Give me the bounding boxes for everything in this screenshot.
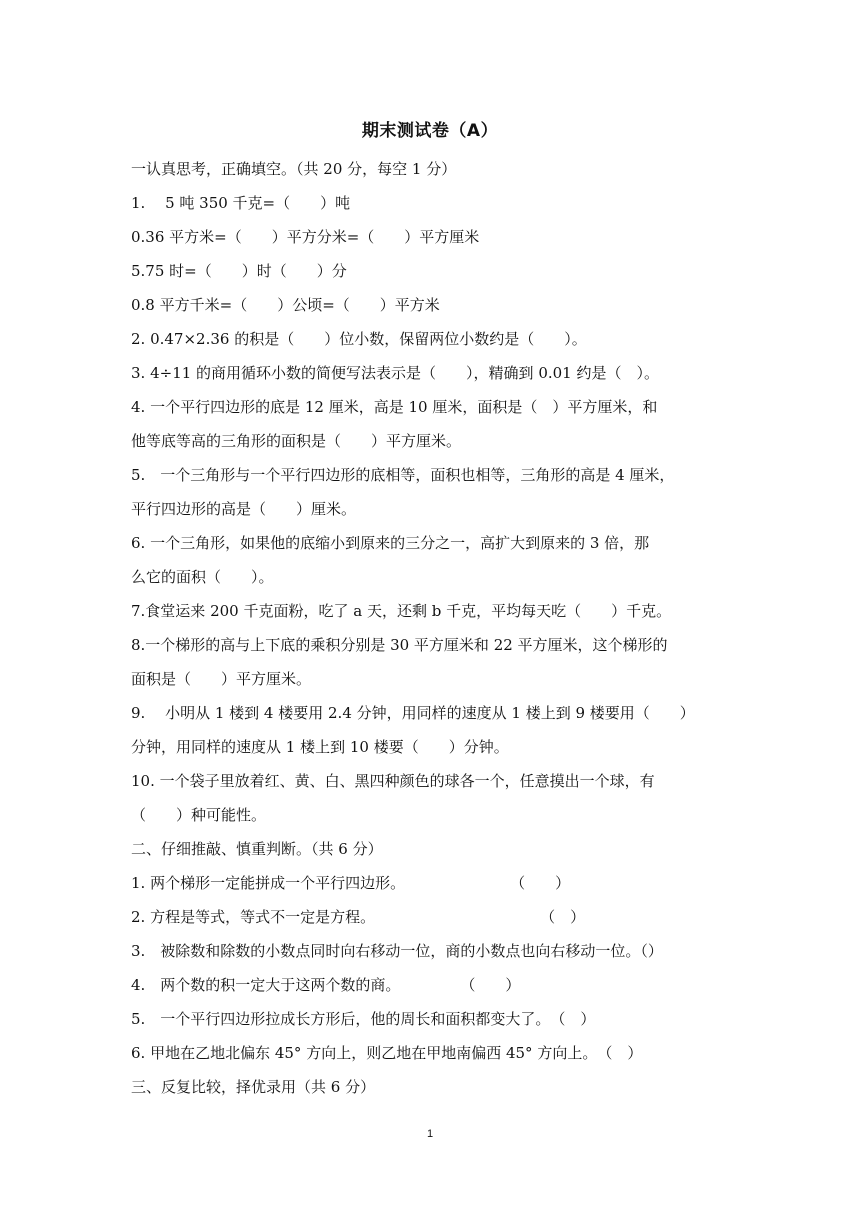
text-line: 1. 两个梯形一定能拼成一个平行四边形。 （ ）	[131, 874, 571, 892]
text-line: 6. 甲地在乙地北偏东 45° 方向上，则乙地在甲地南偏西 45° 方向上。 （ ）	[131, 1044, 643, 1062]
text-line: 5. 一个平行四边形拉成长方形后，他的周长和面积都变大了。 （ ）	[131, 1010, 596, 1028]
text-line: 平行四边形的高是（ ）厘米。	[131, 500, 357, 518]
text-line: 9. 小明从 1 楼到 4 楼要用 2.4 分钟，用同样的速度从 1 楼上到 9 楼要用（ ）	[131, 704, 695, 722]
text-line: 5. 一个三角形与一个平行四边形的底相等，面积也相等，三角形的高是 4 厘米，	[131, 466, 675, 484]
text-line: 3. 被除数和除数的小数点同时向右移动一位，商的小数点也向右移动一位。（）	[131, 942, 663, 960]
exam-content	[131, 152, 731, 1104]
text-line: 二、仔细推敲、慎重判断。（共 6 分）	[131, 840, 383, 858]
text-line: 分钟，用同样的速度从 1 楼上到 10 楼要（ ）分钟。	[131, 738, 509, 756]
text-line: 他等底等高的三角形的面积是（ ）平方厘米。	[131, 432, 462, 450]
text-line: 一认真思考，正确填空。（共 20 分，每空 1 分）	[131, 160, 457, 178]
text-line: 1. 5 吨 350 千克=（ ）吨	[131, 194, 351, 212]
text-line: 2. 0.47×2.36 的积是（ ）位小数，保留两位小数约是（ ）。	[131, 330, 587, 348]
text-line: 0.8 平方千米=（ ）公顷=（ ）平方米	[131, 296, 440, 314]
text-line: （ ）种可能性。	[131, 806, 267, 824]
text-line: 7.食堂运来 200 千克面粉，吃了 a 天，还剩 b 千克，平均每天吃（ ）千克。	[131, 602, 672, 620]
text-line: 2. 方程是等式，等式不一定是方程。 （ ）	[131, 908, 586, 926]
text-line: 8.一个梯形的高与上下底的乘积分别是 30 平方厘米和 22 平方厘米，这个梯形的	[131, 636, 668, 654]
text-line: 0.36 平方米=（ ）平方分米=（ ）平方厘米	[131, 228, 480, 246]
text-line: 三、反复比较，择优录用（共 6 分）	[131, 1078, 376, 1096]
text-line: 4. 两个数的积一定大于这两个数的商。 （ ）	[131, 976, 521, 994]
text-line: 面积是（ ）平方厘米。	[131, 670, 312, 688]
page-title: 期末测试卷（A）	[361, 121, 499, 141]
text-line: 10. 一个袋子里放着红、黄、白、黑四种颜色的球各一个，任意摸出一个球，有	[131, 772, 655, 790]
text-line: 6. 一个三角形，如果他的底缩小到原来的三分之一，高扩大到原来的 3 倍，那	[131, 534, 650, 552]
text-line: 么它的面积（ ）。	[131, 568, 274, 586]
text-line: 5.75 时=（ ）时（ ）分	[131, 262, 347, 280]
page-number: 1	[426, 1128, 434, 1140]
text-line: 3. 4÷11 的商用循环小数的简便写法表示是（ ），精确到 0.01 约是（ ）。	[131, 364, 659, 382]
text-line: 4. 一个平行四边形的底是 12 厘米，高是 10 厘米，面积是（ ）平方厘米，和	[131, 398, 658, 416]
